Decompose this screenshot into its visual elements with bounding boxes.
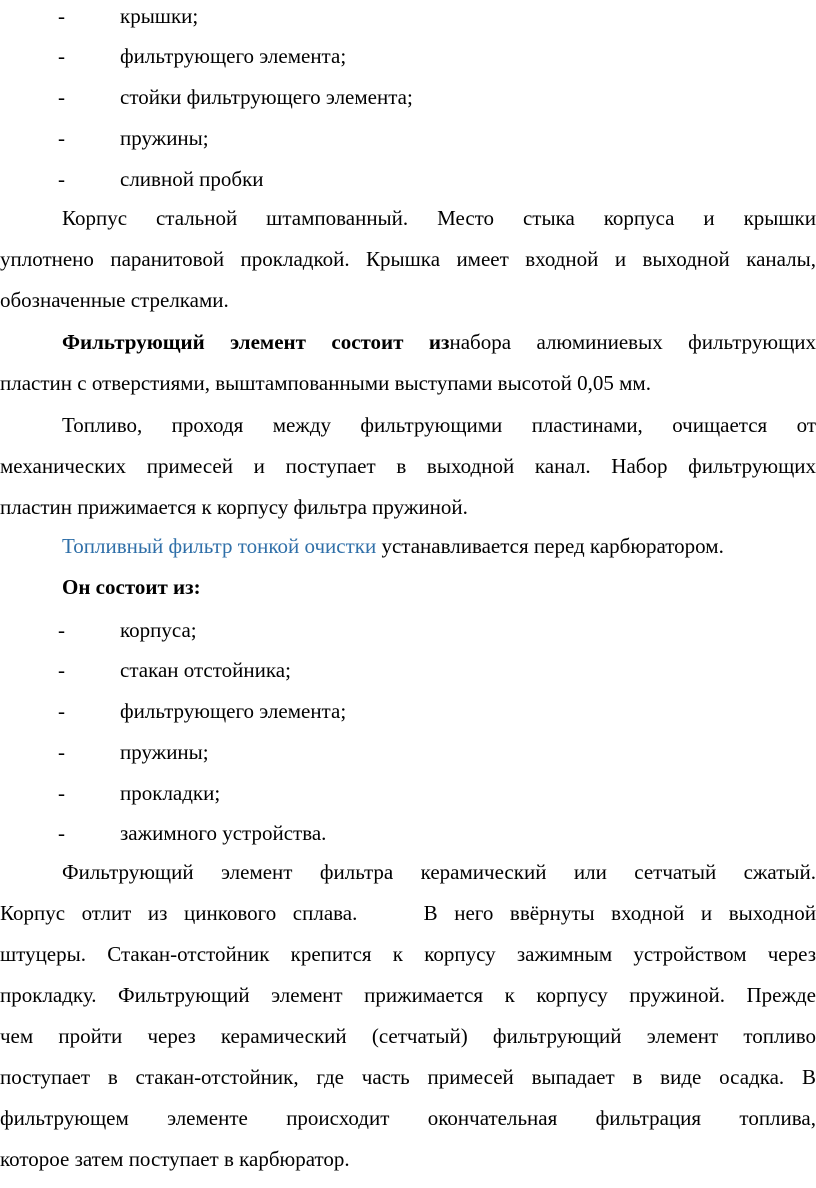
list-item-text: зажимного устройства.	[120, 821, 327, 845]
paragraph-filter-element	[0, 322, 816, 404]
paragraph-line: прокладку. Фильтрующий элемент прижимается к корпусу пружиной. Прежде	[0, 983, 816, 1007]
list-item-text: стакан отстойника;	[120, 658, 291, 682]
list-item-text: фильтрующего элемента;	[120, 44, 347, 68]
list-dash: -	[58, 85, 65, 109]
list-dash: -	[58, 618, 65, 642]
list-item-text: сливной пробки	[120, 167, 264, 191]
paragraph-line: Корпус отлит из цинкового сплава. В него ввёрнуты входной и выходной	[0, 901, 816, 925]
paragraph-line-rest: набора алюминиевых фильтрующих	[449, 330, 816, 354]
list-dash: -	[58, 821, 65, 845]
list-item-text: пружины;	[120, 126, 209, 150]
paragraph-fine-filter-description	[0, 852, 816, 1180]
list-dash: -	[58, 658, 65, 682]
list-dash: -	[58, 44, 65, 68]
paragraph-fine-filter	[62, 531, 724, 561]
paragraph-line: Корпус стальной штампованный. Место стыка корпуса и крышки	[62, 206, 816, 230]
list-item-text: стойки фильтрующего элемента;	[120, 85, 413, 109]
list-dash: -	[58, 4, 65, 28]
bold-lead: Фильтрующий элемент состоит из	[62, 330, 450, 354]
list-item-text: фильтрующего элемента;	[120, 699, 347, 723]
paragraph-line: штуцеры. Стакан-отстойник крепится к корпусу зажимным устройством через	[0, 942, 816, 966]
paragraph-line	[0, 322, 816, 363]
list-item-text: пружины;	[120, 740, 209, 764]
paragraph-line: фильтрующем элементе происходит окончательная фильтрация топлива,	[0, 1106, 816, 1130]
list-item-text: крышки;	[120, 4, 199, 28]
paragraph-line: чем пройти через керамический (сетчатый) фильтрующий элемент топливо	[0, 1024, 816, 1048]
paragraph-line: пластин с отверстиями, выштампованными выступами высотой 0,05 мм.	[0, 371, 651, 395]
paragraph-body-housing	[0, 198, 816, 321]
paragraph-line: Топливо, проходя между фильтрующими пластинами, очищается от	[62, 413, 816, 437]
paragraph-line: которое затем поступает в карбюратор.	[0, 1147, 350, 1171]
paragraph-fuel-flow	[0, 405, 816, 528]
section-heading: Он состоит из:	[62, 575, 201, 599]
list-item-text: корпуса;	[120, 618, 197, 642]
paragraph-line-rest: устанавливается перед карбюратором.	[376, 534, 724, 558]
paragraph-line: обозначенные стрелками.	[0, 288, 229, 312]
paragraph-line: Фильтрующий элемент фильтра керамический или сетчатый сжатый.	[62, 860, 816, 884]
list-dash: -	[58, 699, 65, 723]
list-dash: -	[58, 740, 65, 764]
list-dash: -	[58, 781, 65, 805]
list-dash: -	[58, 126, 65, 150]
list-item-text: прокладки;	[120, 781, 221, 805]
fine-filter-link[interactable]: Топливный фильтр тонкой очистки	[62, 534, 377, 558]
paragraph-line: пластин прижимается к корпусу фильтра пружиной.	[0, 495, 468, 519]
paragraph-line: поступает в стакан-отстойник, где часть примесей выпадает в виде осадка. В	[0, 1065, 816, 1089]
paragraph-line: уплотнено паранитовой прокладкой. Крышка имеет входной и выходной каналы,	[0, 247, 816, 271]
paragraph-line: механических примесей и поступает в выходной канал. Набор фильтрующих	[0, 454, 816, 478]
list-dash: -	[58, 167, 65, 191]
